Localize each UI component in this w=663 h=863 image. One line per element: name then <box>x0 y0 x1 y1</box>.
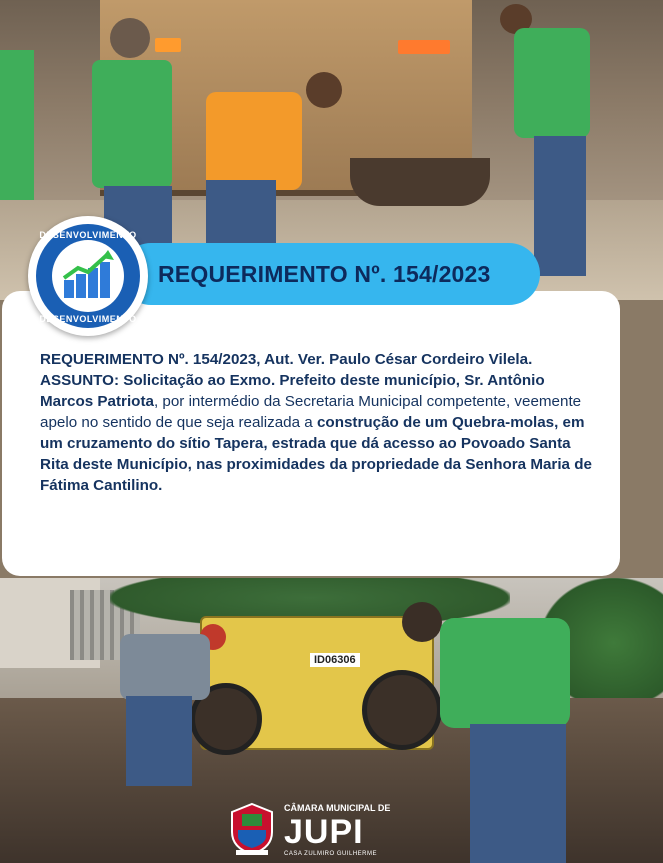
worker-head <box>110 18 150 58</box>
requirement-heading: REQUERIMENTO Nº. 154/2023, Aut. Ver. Paulo César Cordeiro Vilela. <box>40 351 533 368</box>
footer-main-text: JUPI <box>284 813 364 851</box>
badge-text-top: DESENVOLVIMENTO <box>39 230 137 240</box>
worker-left-edge <box>0 50 34 200</box>
worker-grey-shirt <box>120 634 210 700</box>
subject-text: , por intermédio da Secretaria Municipal competente, veemente apelo no sentido de que seja realizada a <box>40 393 582 431</box>
worker-green-right-pants <box>534 136 586 276</box>
requirement-text <box>40 349 600 496</box>
development-badge <box>28 216 148 336</box>
badge-text-bottom: DESENVOLVIMENTO <box>39 314 137 324</box>
worker-head <box>306 72 342 108</box>
truck-light-left <box>155 38 181 52</box>
worker-green-right <box>514 28 590 138</box>
municipal-crest-icon <box>228 802 276 856</box>
page-title: REQUERIMENTO Nº. 154/2023 <box>158 260 491 287</box>
truck-light-right <box>398 40 450 54</box>
worker-orange-pants <box>206 180 276 244</box>
chamber-logo <box>228 798 438 860</box>
worker-green-1 <box>92 60 172 188</box>
worker-orange <box>206 92 302 190</box>
footer-sub-text: CASA ZULMIRO GUILHERME <box>284 851 378 857</box>
footer-top-text: CÂMARA MUNICIPAL DE <box>284 803 391 813</box>
worker-grey-pants <box>126 696 192 786</box>
worker-green-shovel <box>440 618 570 728</box>
bar-chart-up-arrow-icon <box>60 250 116 302</box>
worker-head <box>402 602 442 642</box>
wheelbarrow <box>350 158 490 206</box>
title-pill <box>120 243 540 305</box>
subject-label: ASSUNTO: Solicitação ao Exmo. Prefeito deste município, Sr. Antônio Marcos Patriota <box>40 372 545 410</box>
subject-detail: construção de um Quebra-molas, em um cruzamento do sítio Tapera, estrada que dá acesso ao Povoado Santa Rita deste Município, nas proximidades da propriedade da Senhora Maria de Fátima Cantilino. <box>40 414 592 494</box>
roller-wheel-right <box>362 670 442 750</box>
worker-green-shovel-pants <box>470 724 566 863</box>
roller-plate: ID06306 <box>310 653 360 667</box>
